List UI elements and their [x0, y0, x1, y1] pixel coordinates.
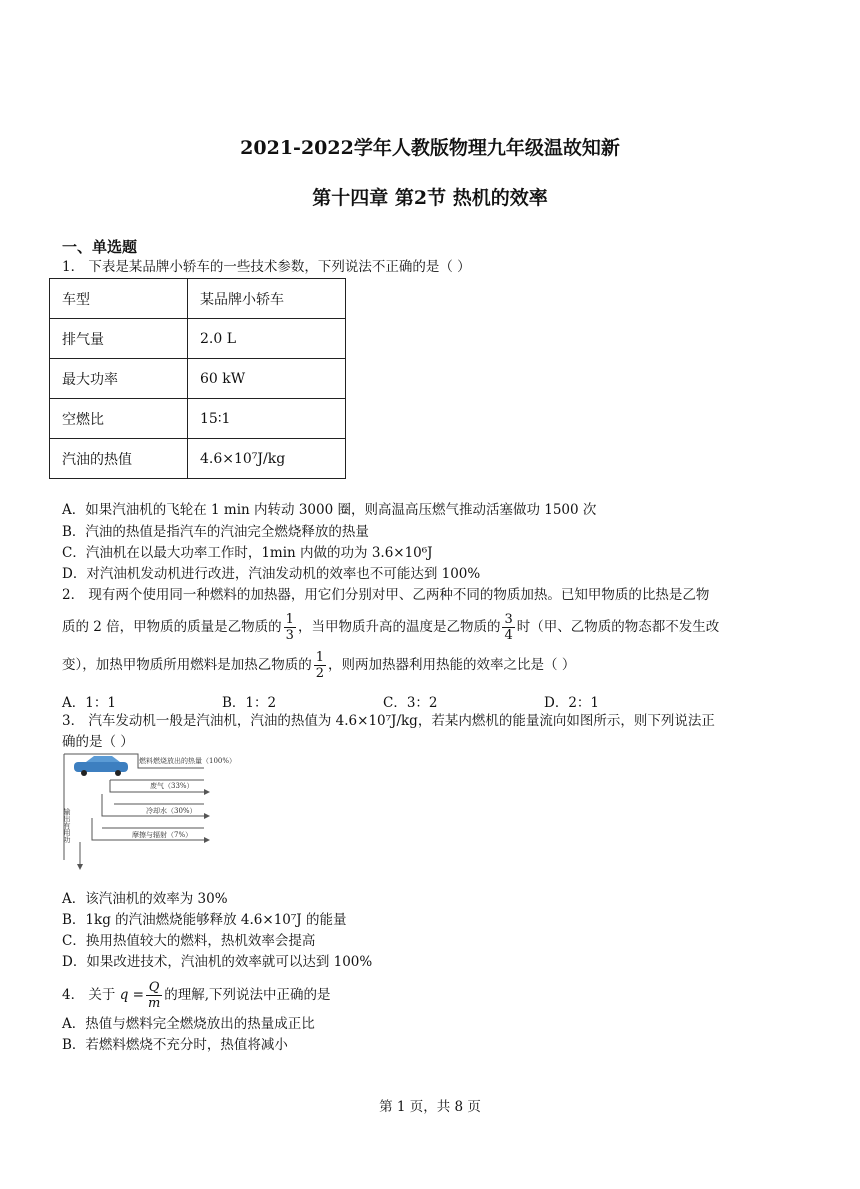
q4-stem — [62, 980, 331, 1011]
q4-text: 4． 关于 — [62, 987, 116, 1003]
table-cell: 15∶1 — [188, 399, 346, 439]
diagram-cooling-label: 冷却水（30%） — [146, 807, 197, 815]
table-cell: 2.0 L — [188, 319, 346, 359]
table-cell: 某品牌小轿车 — [188, 279, 346, 319]
diagram-exhaust-label: 废气（33%） — [150, 782, 194, 790]
fraction-one-third: $\frac{1}{3}$ — [285, 612, 294, 643]
q2-text: 质的 2 倍，甲物质的质量是乙物质的 — [62, 619, 282, 635]
q2-line1: 2． 现有两个使用同一种燃料的加热器，用它们分别对甲、乙两种不同的物质加热。已知甲物质的比热是乙物 — [62, 587, 710, 603]
q1-option-b: B．汽油的热值是指汽车的汽油完全燃烧释放的热量 — [62, 524, 369, 540]
q2-line2 — [62, 612, 719, 643]
q3-option-a: A．该汽油机的效率为 30% — [62, 891, 228, 907]
q2-text: ，则两加热器利用热能的效率之比是（ ） — [328, 657, 576, 673]
q2-option-b: B．1：2 — [222, 695, 277, 711]
table-cell: 空燃比 — [50, 399, 188, 439]
page-footer: 第 1 页，共 8 页 — [379, 1099, 481, 1115]
q2-text: 时（甲、乙物质的物态都不发生改 — [516, 619, 720, 635]
car-icon — [74, 756, 128, 776]
q3-option-c: C．换用热值较大的燃料，热机效率会提高 — [62, 933, 316, 949]
q4-text: 的理解,下列说法中正确的是 — [164, 987, 331, 1003]
q2-text: ，当甲物质升高的温度是乙物质的 — [297, 619, 501, 635]
table-row — [50, 279, 346, 319]
document-title: 2021-2022学年人教版物理九年级温故知新 — [240, 137, 620, 159]
q4-option-a: A．热值与燃料完全燃烧放出的热量成正比 — [62, 1016, 315, 1032]
q4-option-b: B．若燃料燃烧不充分时，热值将减小 — [62, 1037, 288, 1053]
q1-option-a: A．如果汽油机的飞轮在 1 min 内转动 3000 圈，则高温高压燃气推动活塞做功 1500 次 — [62, 502, 597, 518]
energy-flow-diagram — [62, 752, 272, 870]
table-row — [50, 359, 346, 399]
diagram-friction-label: 摩擦与辐射（7%） — [132, 831, 193, 839]
table-cell: 车型 — [50, 279, 188, 319]
formula-lhs: q = — [119, 987, 144, 1003]
q2-option-a: A．1：1 — [62, 695, 116, 711]
q3-line2: 确的是（ ） — [62, 734, 134, 750]
spec-table — [49, 278, 346, 479]
q1-option-d: D．对汽油机发动机进行改进，汽油发动机的效率也不可能达到 100% — [62, 566, 481, 582]
table-row — [50, 319, 346, 359]
q3-option-d: D．如果改进技术，汽油机的效率就可以达到 100% — [62, 954, 373, 970]
diagram-output-label: 输出有用功 — [63, 808, 71, 843]
fraction-three-quarters: $\frac{3}{4}$ — [504, 612, 513, 643]
q3-option-b: B．1kg 的汽油燃烧能够释放 4.6×10⁷J 的能量 — [62, 912, 347, 928]
table-cell: 汽油的热值 — [50, 439, 188, 479]
q1-stem: 1． 下表是某品牌小轿车的一些技术参数，下列说法不正确的是（ ） — [62, 259, 471, 275]
fraction-one-half: $\frac{1}{2}$ — [315, 650, 325, 681]
table-cell: 60 kW — [188, 359, 346, 399]
q2-option-d: D．2：1 — [544, 695, 600, 711]
section-heading: 一、单选题 — [62, 238, 138, 256]
q2-line3 — [62, 650, 575, 681]
document-subtitle: 第十四章 第2节 热机的效率 — [312, 187, 548, 209]
table-cell: 4.6×10⁷J/kg — [188, 439, 346, 479]
table-row — [50, 399, 346, 439]
table-cell: 最大功率 — [50, 359, 188, 399]
q1-option-c: C．汽油机在以最大功率工作时，1min 内做的功为 3.6×10⁶J — [62, 545, 433, 561]
diagram-total-label: 燃料燃烧放出的热量（100%） — [139, 757, 237, 765]
table-row — [50, 439, 346, 479]
q3-line1: 3． 汽车发动机一般是汽油机，汽油的热值为 4.6×10⁷J/kg，若某内燃机的能量流向如图所示，则下列说法正 — [62, 713, 715, 729]
q2-text: 变），加热甲物质所用燃料是加热乙物质的 — [62, 657, 312, 673]
table-cell: 排气量 — [50, 319, 188, 359]
q2-option-c: C．3：2 — [383, 695, 438, 711]
formula-fraction: $\frac{Q}{m}$ — [147, 980, 161, 1011]
